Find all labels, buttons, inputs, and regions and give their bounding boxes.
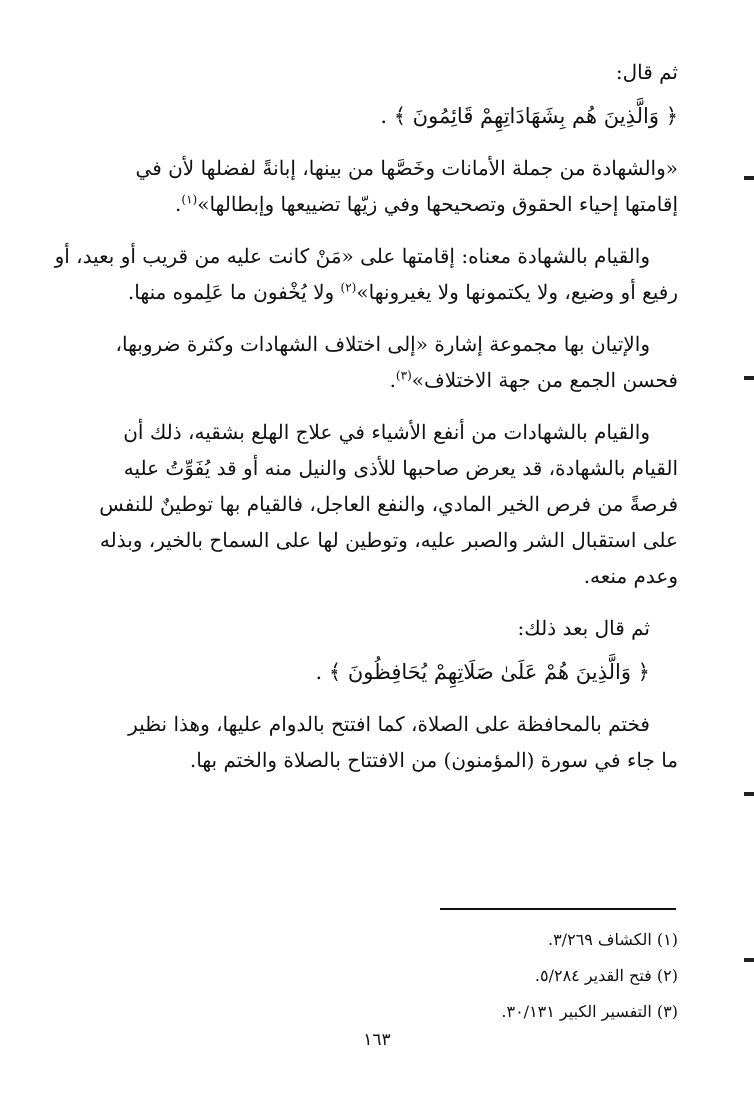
heading-1: ثم قال: (615, 60, 678, 84)
heading-2: ثم قال بعد ذلك: (517, 616, 650, 640)
paragraph-3-line-2: رفيع أو وضيع، ولا يكتمونها ولا يغيرونها»$^{(٢)}$ ولا يُخْفون ما عَلِموه منها. (127, 280, 678, 304)
paragraph-5-line-5: وعدم منعه. (583, 564, 678, 588)
footnote-ref-3: (٣) (395, 368, 412, 383)
paragraph-2-line-2: إقامتها إحياء الحقوق وتصحيحها وفي زيّها تضييعها وإبطالها»$^{(١)}$. (175, 192, 678, 216)
edge-mark (744, 792, 754, 796)
quran-verse-1: ﴿ وَالَّذِينَ هُم بِشَهَادَاتِهِمْ قَائِمُونَ ﴾ . (380, 104, 678, 128)
footnote-ref-1: (١) (181, 192, 198, 207)
footnote-separator (440, 908, 676, 910)
footnote-1: (١) الكشاف ٣/٢٦٩. (547, 930, 678, 949)
paragraph-3-line-1: والقيام بالشهادة معناه: إقامتها على «مَنْ كانت عليه من قريب أو بعيد، أو (54, 244, 650, 268)
paragraph-5-line-3: فرصةً من فرص الخير المادي، والنفع العاجل، فالقيام بها توطينٌ للنفس (99, 492, 678, 516)
quran-verse-2: ﴿ وَالَّذِينَ هُمْ عَلَىٰ صَلَاتِهِمْ يُحَافِظُونَ ﴾ . (315, 660, 650, 684)
footnote-3: (٣) التفسير الكبير ٣٠/١٣١. (501, 1002, 678, 1021)
paragraph-4-line-1: والإتيان بها مجموعة إشارة «إلى اختلاف الشهادات وكثرة ضروبها، (115, 332, 650, 356)
paragraph-4-line-2: فحسن الجمع من جهة الاختلاف»$^{(٣)}$. (389, 368, 678, 392)
paragraph-5-line-2: القيام بالشهادة، قد يعرض صاحبها للأذى والنيل منه أو قد يُفَوِّتُ عليه (123, 456, 678, 480)
paragraph-7-line-1: فختم بالمحافظة على الصلاة، كما افتتح بالدوام عليها، وهذا نظير (128, 712, 650, 736)
main-text (54, 52, 678, 778)
paragraph-5-line-1: والقيام بالشهادات من أنفع الأشياء في علاج الهلع بشقيه، ذلك أن (123, 420, 650, 444)
edge-mark (744, 958, 754, 962)
footnotes (78, 922, 678, 1030)
footnote-2: (٢) فتح القدير ٥/٢٨٤. (534, 966, 678, 985)
edge-mark (744, 376, 754, 380)
footnote-ref-2: (٢) (340, 280, 357, 295)
paragraph-2-line-1: «والشهادة من جملة الأمانات وخَصَّها من بينها، إبانةً لفضلها لأن في (135, 156, 678, 180)
page-number: ١٦٣ (363, 1030, 391, 1050)
edge-mark (744, 176, 754, 180)
paragraph-5-line-4: على استقبال الشر والصبر عليه، وتوطين لها على السماح بالخير، وبذله (99, 528, 678, 552)
paragraph-7-line-2: ما جاء في سورة (المؤمنون) من الافتتاح بالصلاة والختم بها. (189, 748, 678, 772)
